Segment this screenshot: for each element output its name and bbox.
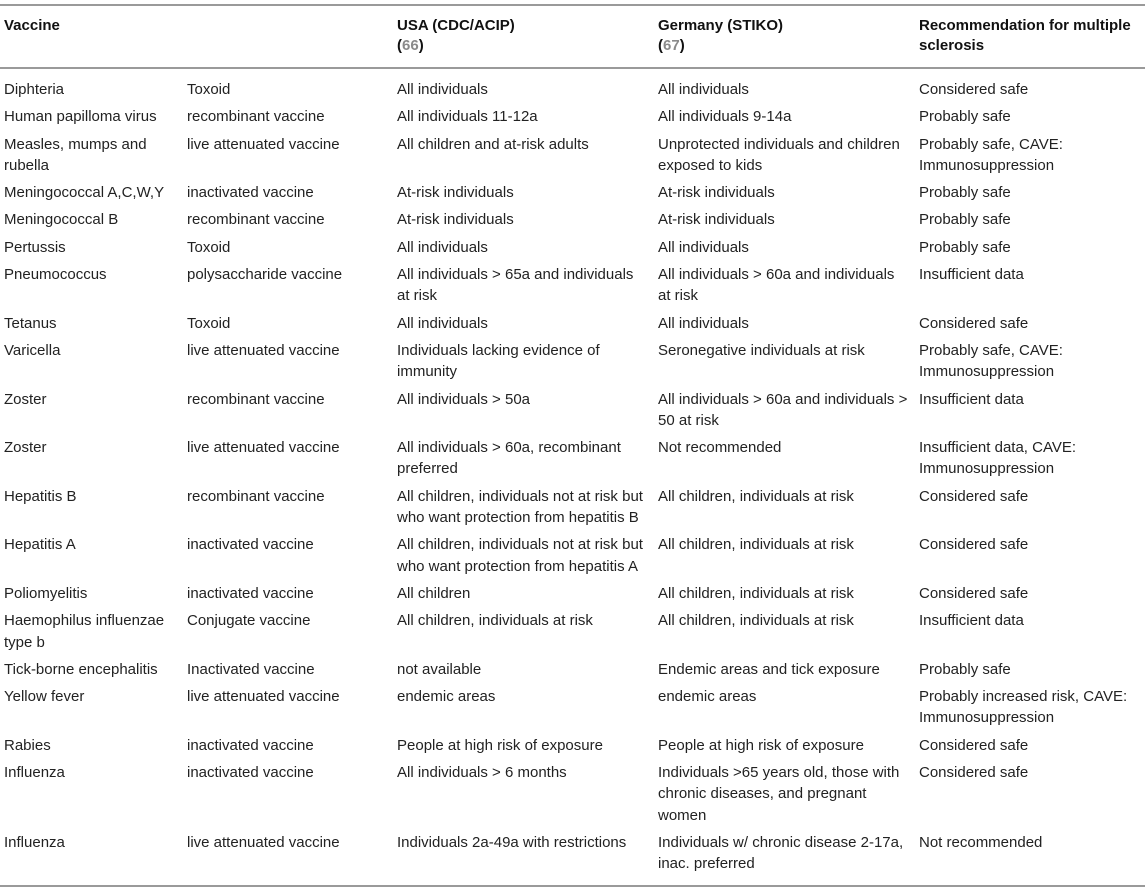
cell-ms-recommendation: Considered safe [919,487,1029,505]
cell-vaccine-type: Inactivated vaccine [187,660,315,678]
cell-germany-recommendation: All individuals [658,238,749,256]
header-usa-label: USA (CDC/ACIP) [397,17,515,34]
cell-usa-recommendation: endemic areas [397,688,496,706]
cell-usa-recommendation: People at high risk of exposure [397,736,603,754]
header-usa: USA (CDC/ACIP) (66) [397,17,515,54]
cell-usa-recommendation: All individuals > 50a [397,390,531,408]
cell-usa-recommendation: All children, individuals not at risk but who want protection from hepatitis B [397,487,643,527]
cell-vaccine: Haemophilus influenzae type b [4,612,165,651]
cell-usa-recommendation: All children [397,584,471,602]
table-row [0,233,1145,260]
cell-vaccine-type: recombinant vaccine [187,211,325,229]
table-row [0,309,1145,336]
cell-vaccine-type: recombinant vaccine [187,390,325,408]
table-row [0,606,1145,655]
table-row [0,482,1145,531]
cell-germany-recommendation: endemic areas [658,688,757,706]
cell-vaccine: Zoster [4,390,47,408]
cell-germany-recommendation: All children, individuals at risk [658,584,854,602]
cell-vaccine-type: live attenuated vaccine [187,833,340,851]
cell-usa-recommendation: All children and at-risk adults [397,135,589,153]
cell-ms-recommendation: Insufficient data, CAVE: Immunosuppression [919,439,1077,478]
cell-usa-recommendation: All children, individuals not at risk but who want protection from hepatitis A [397,536,643,575]
cell-usa-recommendation: All individuals [397,81,488,98]
cell-vaccine: Tick-borne encephalitis [4,660,158,678]
cell-vaccine-type: recombinant vaccine [187,487,325,505]
cell-usa-recommendation: All individuals > 65a and individuals at risk [397,266,634,305]
cell-germany-recommendation: Individuals w/ chronic disease 2-17a, inac. preferred [658,833,904,873]
cell-ms-recommendation: Insufficient data [919,612,1024,630]
cell-usa-recommendation: At-risk individuals [397,184,514,202]
cell-ms-recommendation: Probably safe [919,211,1011,229]
cell-vaccine-type: live attenuated vaccine [187,688,340,706]
usa-reference-link[interactable]: 66 [402,37,419,54]
cell-germany-recommendation: All individuals [658,81,749,98]
cell-germany-recommendation: Not recommended [658,439,782,457]
cell-vaccine-type: recombinant vaccine [187,108,325,126]
cell-vaccine-type: polysaccharide vaccine [187,266,343,284]
table-row [0,530,1145,579]
cell-usa-recommendation: At-risk individuals [397,211,514,229]
cell-ms-recommendation: Probably safe [919,660,1011,678]
table-body [0,68,1145,886]
cell-ms-recommendation: Considered safe [919,81,1029,98]
table-row [0,655,1145,682]
cell-usa-recommendation: Individuals 2a-49a with restrictions [397,833,627,851]
cell-ms-recommendation: Not recommended [919,833,1043,851]
cell-usa-recommendation: not available [397,660,482,678]
cell-ms-recommendation: Probably safe [919,184,1011,202]
table-row [0,336,1145,385]
cell-ms-recommendation: Probably safe, CAVE: Immunosuppression [919,341,1063,381]
table-row [0,433,1145,482]
cell-vaccine-type: live attenuated vaccine [187,439,340,457]
cell-ms-recommendation: Probably safe [919,238,1011,256]
cell-germany-recommendation: All individuals > 60a and individuals at risk [658,266,895,305]
cell-usa-recommendation: Individuals lacking evidence of immunity [397,341,600,381]
cell-usa-recommendation: All individuals [397,238,488,256]
cell-ms-recommendation: Probably safe [919,108,1011,126]
cell-usa-recommendation: All children, individuals at risk [397,612,593,630]
cell-ms-recommendation: Considered safe [919,584,1029,602]
cell-vaccine-type: Toxoid [187,238,231,256]
cell-vaccine-type: inactivated vaccine [187,736,314,754]
cell-vaccine: Tetanus [4,314,57,332]
cell-vaccine: Influenza [4,833,65,851]
header-type [183,5,393,68]
cell-germany-recommendation: Endemic areas and tick exposure [658,660,880,678]
header-row [0,5,1145,68]
cell-germany-recommendation: People at high risk of exposure [658,736,864,754]
cell-ms-recommendation: Considered safe [919,536,1029,554]
cell-vaccine-type: Toxoid [187,314,231,332]
cell-vaccine: Measles, mumps and rubella [4,135,147,174]
cell-germany-recommendation: Unprotected individuals and children exposed to kids [658,135,900,174]
cell-germany-recommendation: All individuals 9-14a [658,108,792,126]
cell-germany-recommendation: Seronegative individuals at risk [658,341,865,359]
table-row [0,178,1145,205]
cell-ms-recommendation: Considered safe [919,764,1029,782]
cell-vaccine: Yellow fever [4,688,85,706]
cell-ms-recommendation: Probably safe, CAVE: Immunosuppression [919,135,1063,174]
cell-vaccine: Hepatitis B [4,487,77,505]
cell-ms-recommendation: Considered safe [919,314,1029,332]
table-header [0,5,1145,68]
table-row [0,205,1145,232]
table-row [0,828,1145,886]
header-ms-recommendation: Recommendation for multiple sclerosis [919,17,1131,54]
header-vaccine: Vaccine [4,17,60,34]
table-row [0,758,1145,828]
cell-vaccine: Pertussis [4,238,66,256]
header-germany-label: Germany (STIKO) [658,17,784,34]
cell-vaccine-type: inactivated vaccine [187,764,314,782]
table-row [0,260,1145,309]
cell-vaccine: Diphteria [4,81,65,98]
cell-vaccine-type: inactivated vaccine [187,584,314,602]
vaccine-table [0,4,1145,887]
cell-ms-recommendation: Insufficient data [919,390,1024,408]
cell-ms-recommendation: Considered safe [919,736,1029,754]
cell-germany-recommendation: At-risk individuals [658,211,775,229]
table-row [0,385,1145,434]
cell-germany-recommendation: All individuals > 60a and individuals > 50 at risk [658,390,908,429]
cell-usa-recommendation: All individuals > 60a, recombinant preferred [397,439,621,478]
table-row [0,130,1145,179]
cell-ms-recommendation: Insufficient data [919,266,1024,284]
header-germany: Germany (STIKO) (67) [658,17,784,54]
cell-vaccine: Pneumococcus [4,266,107,284]
cell-germany-recommendation: All children, individuals at risk [658,487,854,505]
cell-vaccine: Meningococcal A,C,W,Y [4,184,165,202]
germany-reference-link[interactable]: 67 [663,37,680,54]
cell-usa-recommendation: All individuals [397,314,488,332]
cell-vaccine: Meningococcal B [4,211,119,229]
cell-vaccine: Human papilloma virus [4,108,157,126]
cell-germany-recommendation: Individuals >65 years old, those with chronic diseases, and pregnant women [658,764,900,824]
table-row [0,579,1145,606]
cell-vaccine-type: live attenuated vaccine [187,341,340,359]
cell-vaccine-type: inactivated vaccine [187,184,314,202]
cell-vaccine-type: Conjugate vaccine [187,612,311,630]
cell-vaccine: Poliomyelitis [4,584,88,602]
cell-vaccine: Influenza [4,764,65,782]
cell-ms-recommendation: Probably increased risk, CAVE: Immunosuppression [919,688,1128,727]
cell-germany-recommendation: All children, individuals at risk [658,536,854,554]
table-row [0,68,1145,102]
cell-usa-recommendation: All individuals 11-12a [397,108,538,126]
cell-vaccine-type: Toxoid [187,81,231,98]
cell-usa-recommendation: All individuals > 6 months [397,764,567,782]
cell-germany-recommendation: At-risk individuals [658,184,775,202]
cell-vaccine: Rabies [4,736,51,754]
cell-vaccine: Hepatitis A [4,536,76,554]
cell-vaccine-type: inactivated vaccine [187,536,314,554]
table-row [0,682,1145,731]
cell-vaccine: Zoster [4,439,47,457]
cell-germany-recommendation: All individuals [658,314,749,332]
cell-vaccine-type: live attenuated vaccine [187,135,340,153]
table-row [0,102,1145,129]
table-row [0,731,1145,758]
cell-vaccine: Varicella [4,341,61,359]
cell-germany-recommendation: All children, individuals at risk [658,612,854,630]
